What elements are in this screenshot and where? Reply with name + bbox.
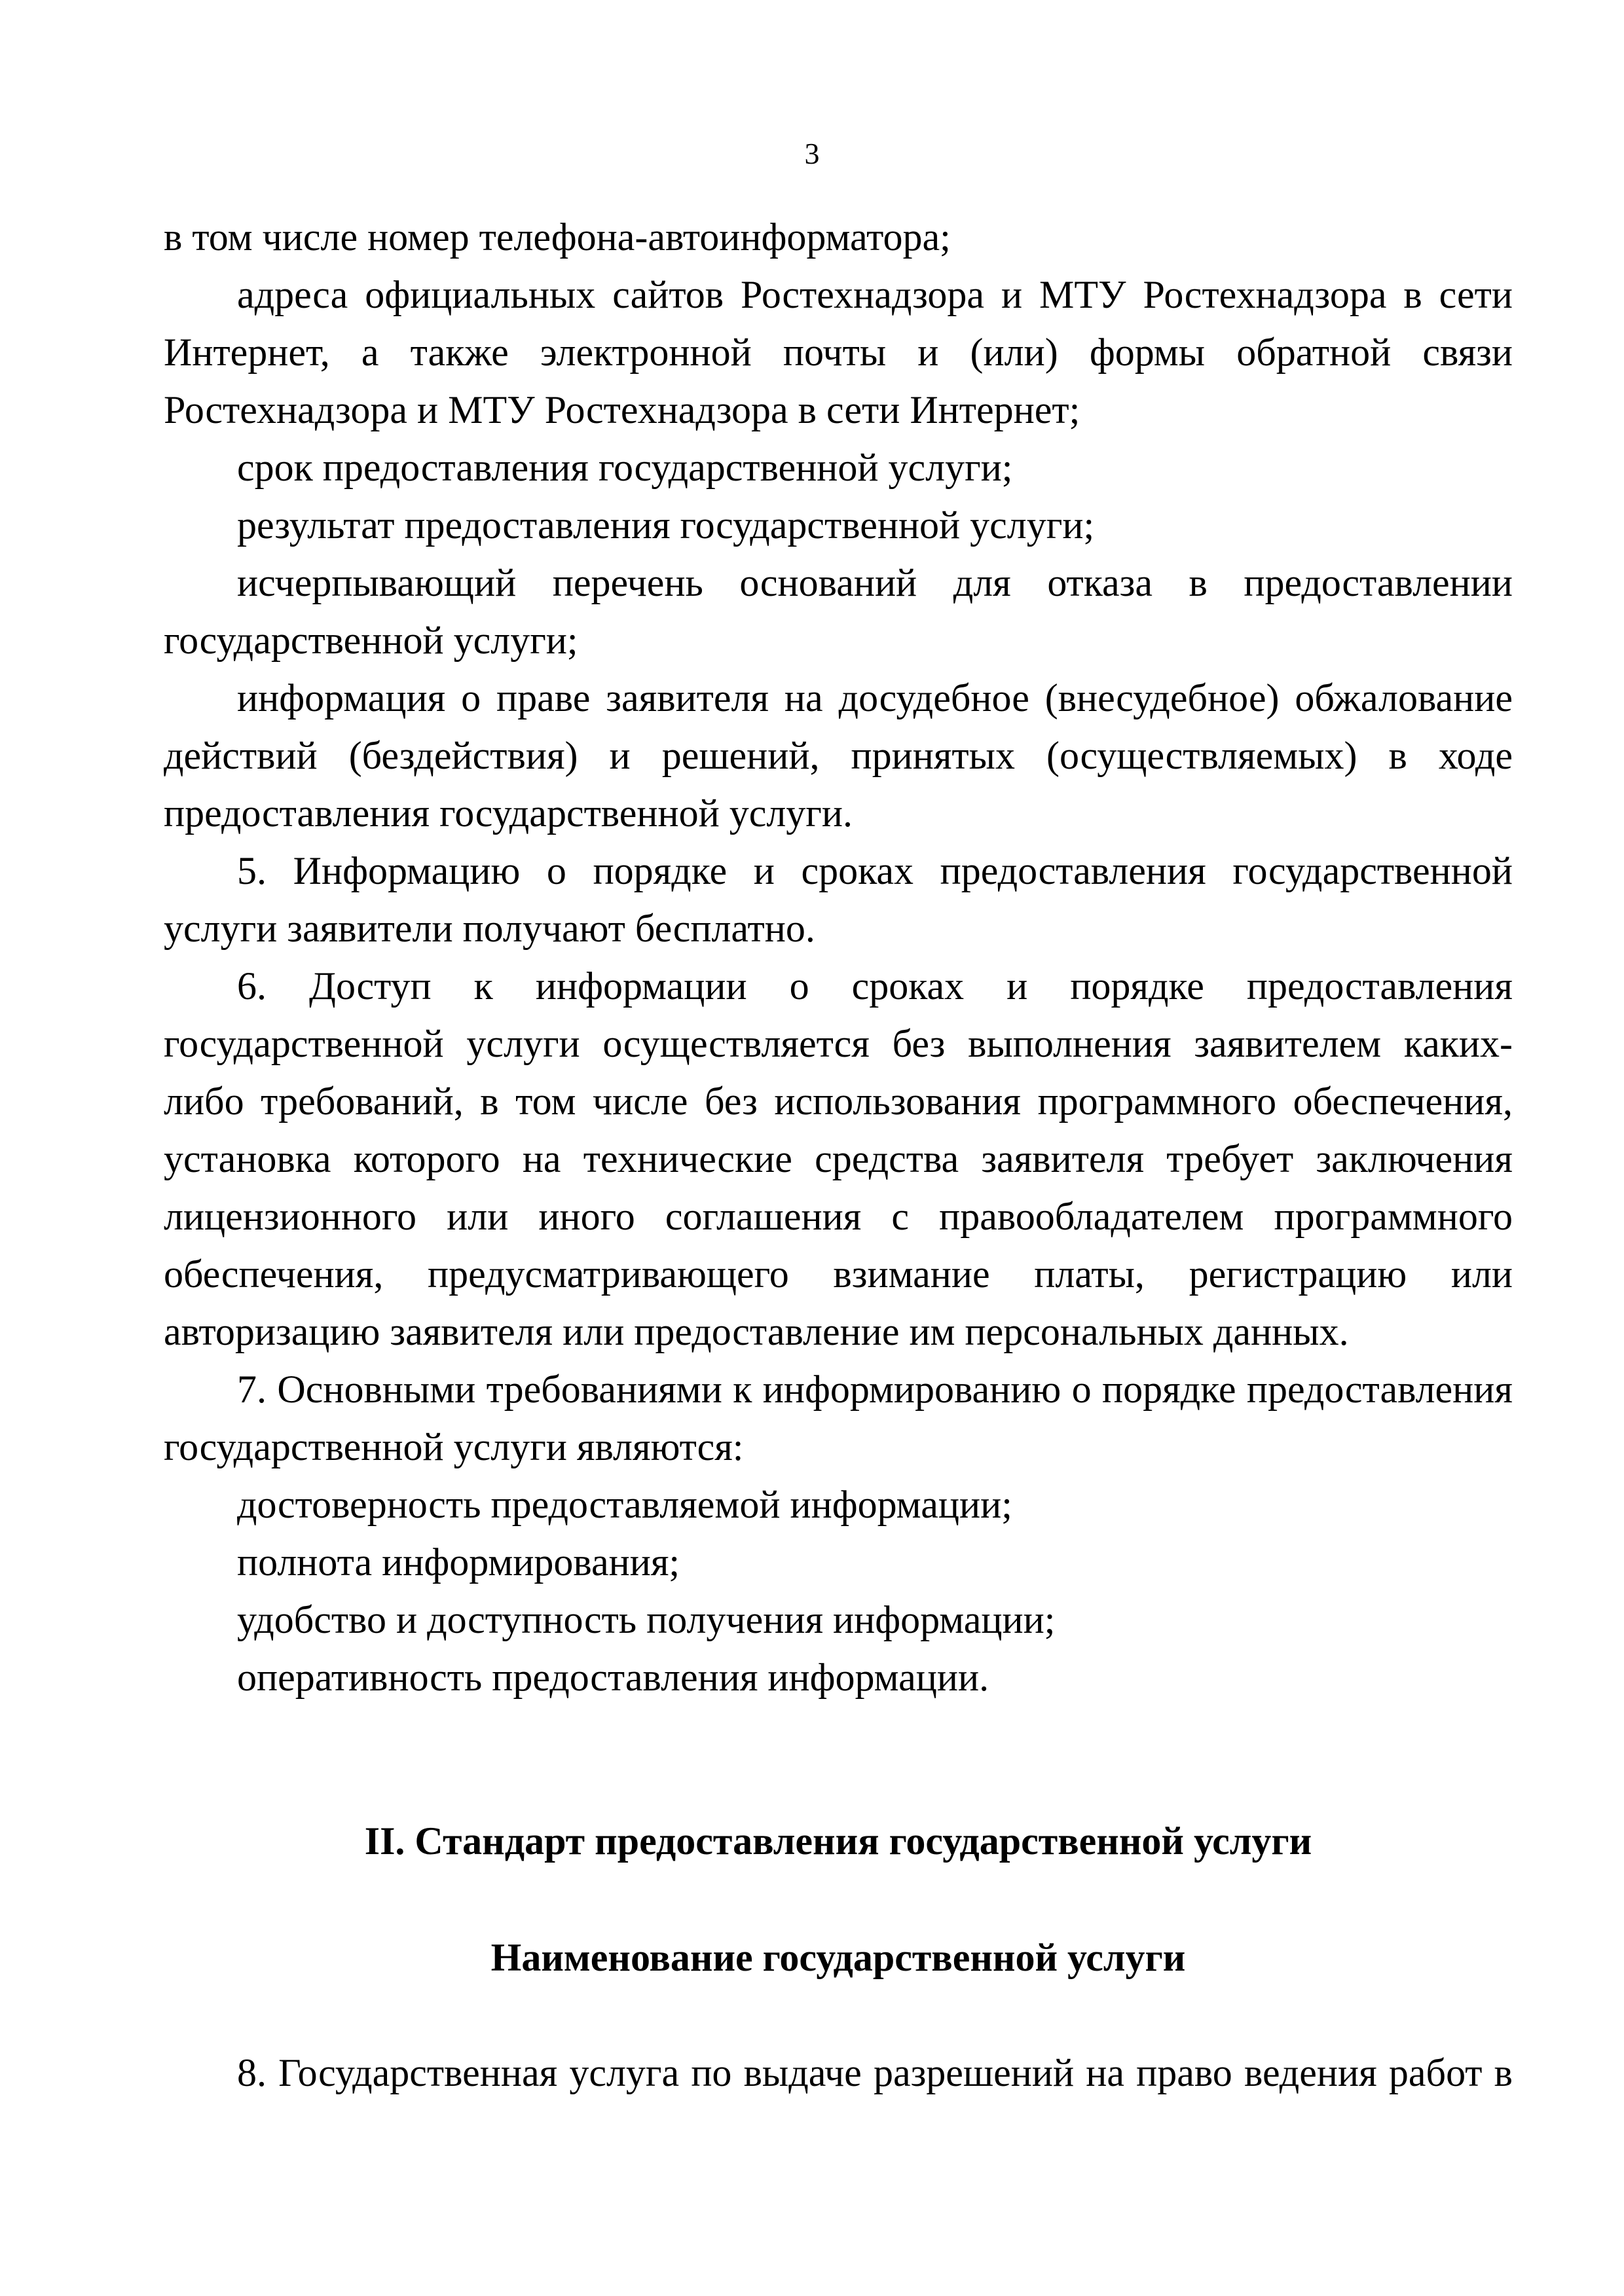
paragraph-websites: адреса официальных сайтов Ростехнадзора и МТУ Ростехнадзора в сети Интернет, а также электронной почты и (или) формы обратной связи Ростехнадзора и МТУ Ростехнадзора в сети Интернет; <box>164 273 1513 431</box>
paragraph-item-7: 7. Основными требованиями к информированию о порядке предоставления государственной услуги являются: <box>164 1368 1513 1468</box>
paragraph-item-5: 5. Информацию о порядке и сроках предоставления государственной услуги заявители получают бесплатно. <box>164 849 1513 950</box>
list-item-accessibility: удобство и доступность получения информации; <box>237 1598 1056 1641</box>
paragraph-result: результат предоставления государственной услуги; <box>237 503 1095 547</box>
final-text <box>164 2044 1513 2102</box>
paragraph-item-8: 8. Государственная услуга по выдаче разрешений на право ведения работ в <box>237 2051 1513 2094</box>
page-number: 3 <box>804 137 820 170</box>
paragraph-appeal-right: информация о праве заявителя на досудебное (внесудебное) обжалование действий (бездействия) и решений, принятых (осуществляемых) в ходе предоставления государственной услуги. <box>164 676 1513 835</box>
paragraph-item-6: 6. Доступ к информации о сроках и порядке предоставления государственной услуги осуществляется без выполнения заявителем каких-либо требований, в том числе без использования программного обеспечения, установка которого на технические средства заявителя требует заключения лицензионного или иного соглашения с правообладателем программного обеспечения, предусматривающего взимание платы, регистрацию или авторизацию заявителя или предоставление им персональных данных. <box>164 964 1513 1353</box>
body-text <box>164 208 1513 1706</box>
list-item-promptness: оперативность предоставления информации. <box>237 1656 989 1699</box>
section-title: II. Стандарт предоставления государственной услуги <box>364 1819 1312 1863</box>
list-item-completeness: полнота информирования; <box>237 1540 680 1584</box>
section-subtitle: Наименование государственной услуги <box>490 1936 1186 1979</box>
paragraph-continuation: в том числе номер телефона-автоинформатора; <box>164 215 951 259</box>
paragraph-refusal-grounds: исчерпывающий перечень оснований для отказа в предоставлении государственной услуги; <box>164 561 1513 662</box>
paragraph-term: срок предоставления государственной услуги; <box>237 446 1013 489</box>
list-item-reliability: достоверность предоставляемой информации; <box>237 1483 1012 1526</box>
